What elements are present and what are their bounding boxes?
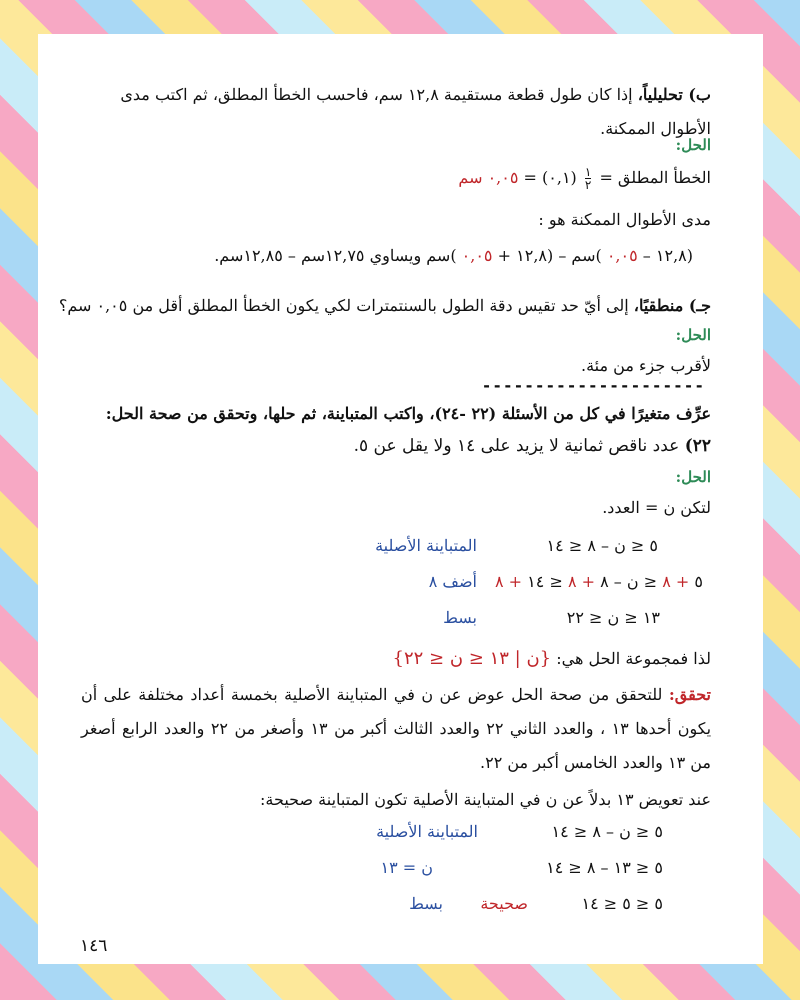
question-22-text: عدد ناقص ثمانية لا يزيد على ١٤ ولا يقل عن ٥. <box>353 436 680 456</box>
let-statement: لتكن ن = العدد. <box>602 498 711 517</box>
question-c-text: إلى أيّ حد تقيس دقة الطول بالسنتمترات لكي يكون الخطأ المطلق أقل من ٠,٠٥ سم؟ <box>58 296 629 315</box>
step-expression: ١٣ ≤ ن ≤ ٢٢ <box>566 608 660 627</box>
question-b-text: إذا كان طول قطعة مستقيمة ١٢,٨ سم، فاحسب الخطأ المطلق، ثم اكتب مدى الأطوال الممكنة. <box>120 85 711 138</box>
page-number: ١٤٦ <box>80 936 108 956</box>
solution-set-label: لذا فمجموعة الحل هي: <box>556 649 711 668</box>
substitution-intro: عند تعويض ١٣ بدلاً عن ن في المتباينة الأصلية تكون المتباينة صحيحة: <box>260 790 711 809</box>
expr-red-part: + ٨ <box>567 572 596 591</box>
abs-error-label: الخطأ المطلق = <box>599 168 711 187</box>
check-expression: ٥ ≤ ن – ٨ ≤ ١٤ <box>551 822 663 841</box>
check-status: صحيحة <box>480 894 528 913</box>
check-expression: ٥ ≤ ٥ ≤ ١٤ <box>581 894 663 913</box>
range-red-b: ٠,٠٥ <box>461 246 493 265</box>
check-note: المتباينة الأصلية <box>376 822 478 841</box>
question-b <box>86 78 711 146</box>
range-line <box>214 246 693 265</box>
step-note: أضف ٨ <box>428 572 477 591</box>
check-text: للتحقق من صحة الحل عوض عن ن في المتباينة الأصلية بخمسة أعداد مختلفة على أن يكون أحدها ١٣ ، والعدد الثاني ٢٢ والعدد الثالث أكبر من ١٣ وأصغر من ٢٢ والعدد الرابع أصغر من ١٣ والعدد الخامس أكبر من ٢٢. <box>81 685 712 772</box>
expr-part: ≤ ن – ٨ <box>595 572 663 591</box>
check-note: ن = ١٣ <box>380 858 433 877</box>
page-sheet <box>38 34 763 964</box>
solution-set-line <box>393 648 711 669</box>
range-red-a: ٠,٠٥ <box>606 246 638 265</box>
step-note: بسط <box>443 608 477 627</box>
question-c-label: جـ) منطقيًا، <box>633 296 711 315</box>
abs-error-value: ٠,٠٥ سم <box>458 168 519 187</box>
expr-part: ٥ <box>689 572 703 591</box>
check-paragraph <box>81 678 711 780</box>
question-22-number: ٢٢) <box>684 436 711 456</box>
separator-line: --------------------- <box>481 376 705 395</box>
solution-label: الحل: <box>675 326 711 344</box>
range-part-b: )سم – (١٢,٨ + <box>497 246 602 265</box>
step-expression: ٥ ≤ ن – ٨ ≤ ١٤ <box>546 536 658 555</box>
step-note: المتباينة الأصلية <box>375 536 477 555</box>
range-part-a: (١٢,٨ – <box>642 246 693 265</box>
expr-red-part: + ٨ <box>662 572 690 591</box>
instruction: عرِّف متغيرًا في كل من الأسئلة (٢٢ -٢٤)، واكتب المتباينة، ثم حلها، وتحقق من صحة الحل: <box>105 404 711 423</box>
range-part-c: )سم ويساوي ١٢,٧٥سم – ١٢,٨٥سم. <box>214 246 457 265</box>
check-expression: ٥ ≤ ١٣ – ٨ ≤ ١٤ <box>546 858 663 877</box>
check-label: تحقق: <box>668 685 711 704</box>
step-expression <box>495 572 703 591</box>
question-b-label: ب) تحليلياً، <box>637 85 711 104</box>
solution-label: الحل: <box>675 468 711 486</box>
solution-label: الحل: <box>675 136 711 154</box>
fraction-numerator: ١ <box>584 165 592 179</box>
worked-solution <box>38 34 763 964</box>
question-c-answer: لأقرب جزء من مئة. <box>581 356 711 375</box>
expr-red-part: + ٨ <box>494 572 523 591</box>
half-fraction <box>585 166 591 191</box>
abs-error-line <box>458 166 711 191</box>
abs-error-rest: (٠,١) = <box>523 168 577 187</box>
solution-set: {ن | ١٣ ≤ ن ≤ ٢٢} <box>392 648 552 669</box>
expr-part: ≤ ١٤ <box>522 572 568 591</box>
range-intro: مدى الأطوال الممكنة هو : <box>538 210 711 229</box>
check-note: بسط <box>409 894 443 913</box>
fraction-denominator: ٢ <box>584 178 592 192</box>
question-c <box>59 296 711 315</box>
question-22 <box>354 436 711 456</box>
